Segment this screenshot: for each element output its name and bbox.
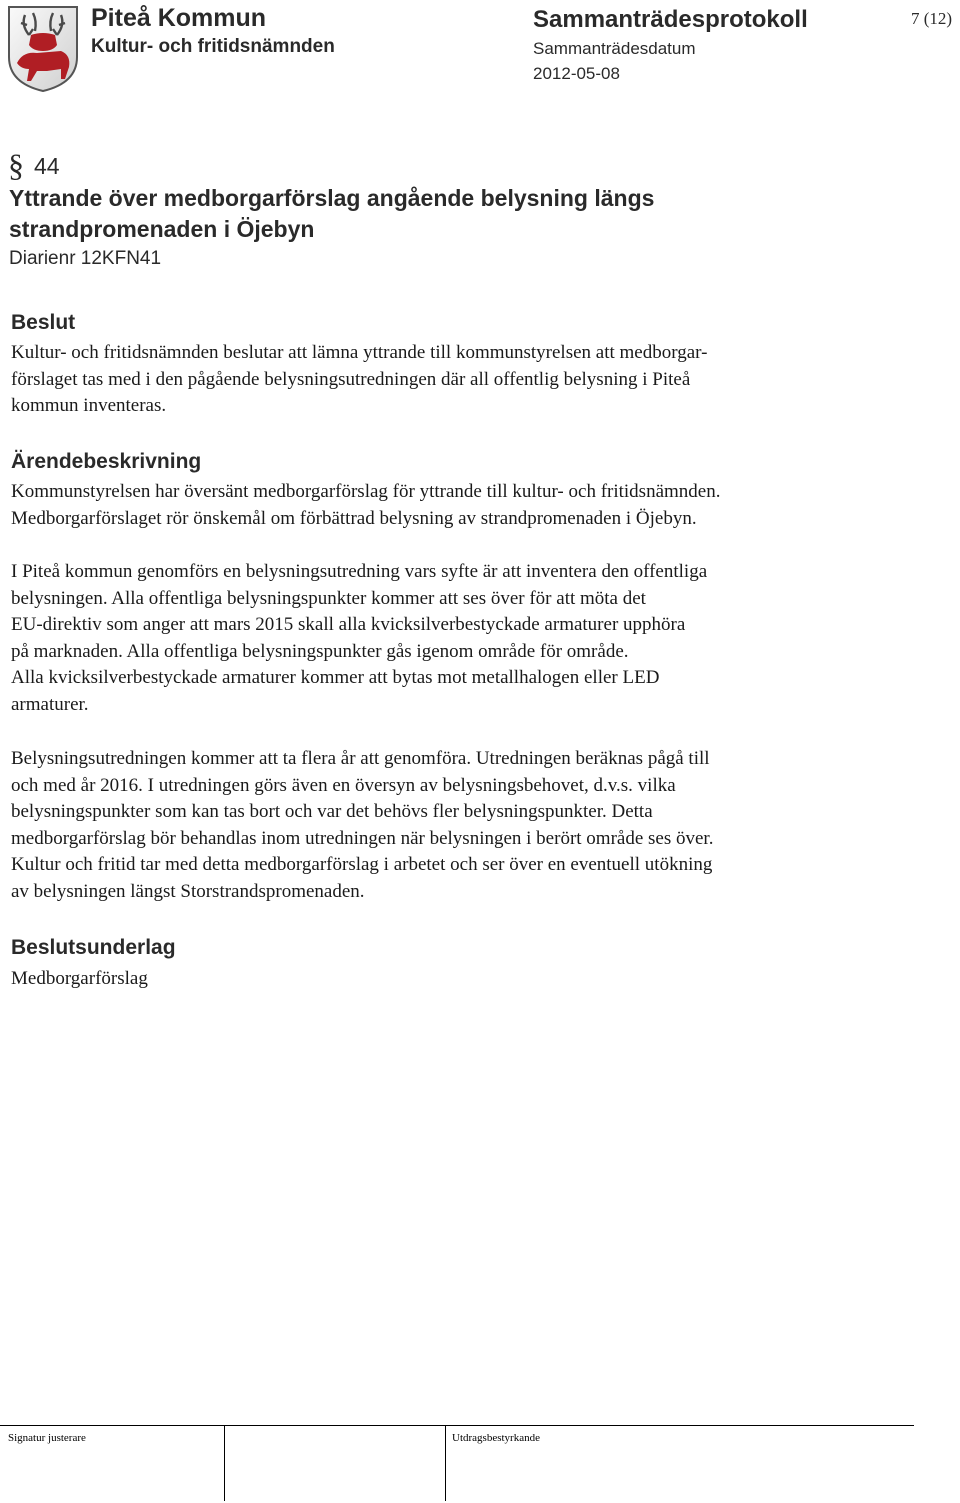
- section-title: [9, 183, 909, 245]
- department-name: Kultur- och fritidsnämnden: [91, 36, 335, 57]
- footer-divider: [224, 1425, 225, 1501]
- text-line: av belysningen längst Storstrandspromenaden.: [11, 880, 365, 902]
- text-line: Kommunstyrelsen har översänt medborgarförslag för yttrande till kultur- och fritidsnämnden.: [11, 481, 721, 502]
- beslutsunderlag-heading: Beslutsunderlag: [11, 936, 176, 959]
- section-symbol-glyph: §: [8, 148, 24, 183]
- meeting-date-value: 2012-05-08: [533, 64, 620, 83]
- beslut-heading: Beslut: [11, 311, 76, 334]
- section-symbol: [8, 148, 26, 184]
- arendebeskrivning-paragraph-2: [11, 559, 951, 719]
- text-line: armaturer.: [11, 693, 89, 715]
- extract-certification-label: Utdragsbestyrkande: [452, 1432, 540, 1444]
- beslutsunderlag-item: Medborgarförslag: [11, 968, 148, 989]
- diary-number: Diarienr 12KFN41: [9, 248, 162, 269]
- meeting-date-label: Sammanträdesdatum: [533, 39, 696, 58]
- text-line: Medborgarförslaget rör önskemål om förbättrad belysning av strandpromenaden i Öjebyn.: [11, 507, 697, 529]
- text-line: förslaget tas med i den pågående belysningsutredningen där all offentlig belysning i Piteå: [11, 368, 691, 390]
- section-title-line: Yttrande över medborgarförslag angående belysning längs: [9, 185, 655, 211]
- text-line: EU-direktiv som anger att mars 2015 skall alla kvicksilverbestyckade armaturer upphöra: [11, 614, 686, 636]
- text-line: belysningen. Alla offentliga belysningspunkter kommer att ses över för att möta det: [11, 587, 646, 609]
- section-title-line: strandpromenaden i Öjebyn: [9, 216, 315, 242]
- section-number: 44: [34, 153, 60, 179]
- document-type: Sammanträdesprotokoll: [533, 6, 808, 33]
- signature-label: Signatur justerare: [8, 1432, 86, 1444]
- footer-rule: [0, 1425, 914, 1426]
- text-line: Kultur och fritid tar med detta medborgarförslag i arbetet och ser över en eventuell utökning: [11, 854, 713, 876]
- text-line: Kultur- och fritidsnämnden beslutar att lämna yttrande till kommunstyrelsen att medborgar-: [11, 342, 708, 363]
- arendebeskrivning-paragraph-1: [11, 479, 951, 532]
- footer-divider: [445, 1425, 446, 1501]
- reindeer-coat-of-arms-icon: [7, 5, 79, 93]
- text-line: Belysningsutredningen kommer att ta flera år att genomföra. Utredningen beräknas pågå till: [11, 748, 710, 769]
- text-line: och med år 2016. I utredningen görs även en översyn av belysningsbehovet, d.v.s. vilka: [11, 774, 676, 796]
- arendebeskrivning-paragraph-3: [11, 746, 951, 906]
- arendebeskrivning-heading: Ärendebeskrivning: [11, 450, 202, 473]
- page-number: 7 (12): [911, 9, 953, 28]
- organization-name: Piteå Kommun: [91, 4, 267, 32]
- beslut-text: [11, 340, 951, 420]
- text-line: belysningspunkter som kan tas bort och var det behövs fler belysningspunkter. Detta: [11, 801, 653, 823]
- text-line: medborgarförslag bör behandlas inom utredningen när belysningen i berört område ses över.: [11, 827, 714, 849]
- text-line: på marknaden. Alla offentliga belysningspunkter gås igenom område för område.: [11, 640, 629, 662]
- text-line: I Piteå kommun genomförs en belysningsutredning vars syfte är att inventera den offentliga: [11, 561, 708, 582]
- text-line: Alla kvicksilverbestyckade armaturer kommer att bytas mot metallhalogen eller LED: [11, 667, 660, 689]
- text-line: kommun inventeras.: [11, 395, 167, 417]
